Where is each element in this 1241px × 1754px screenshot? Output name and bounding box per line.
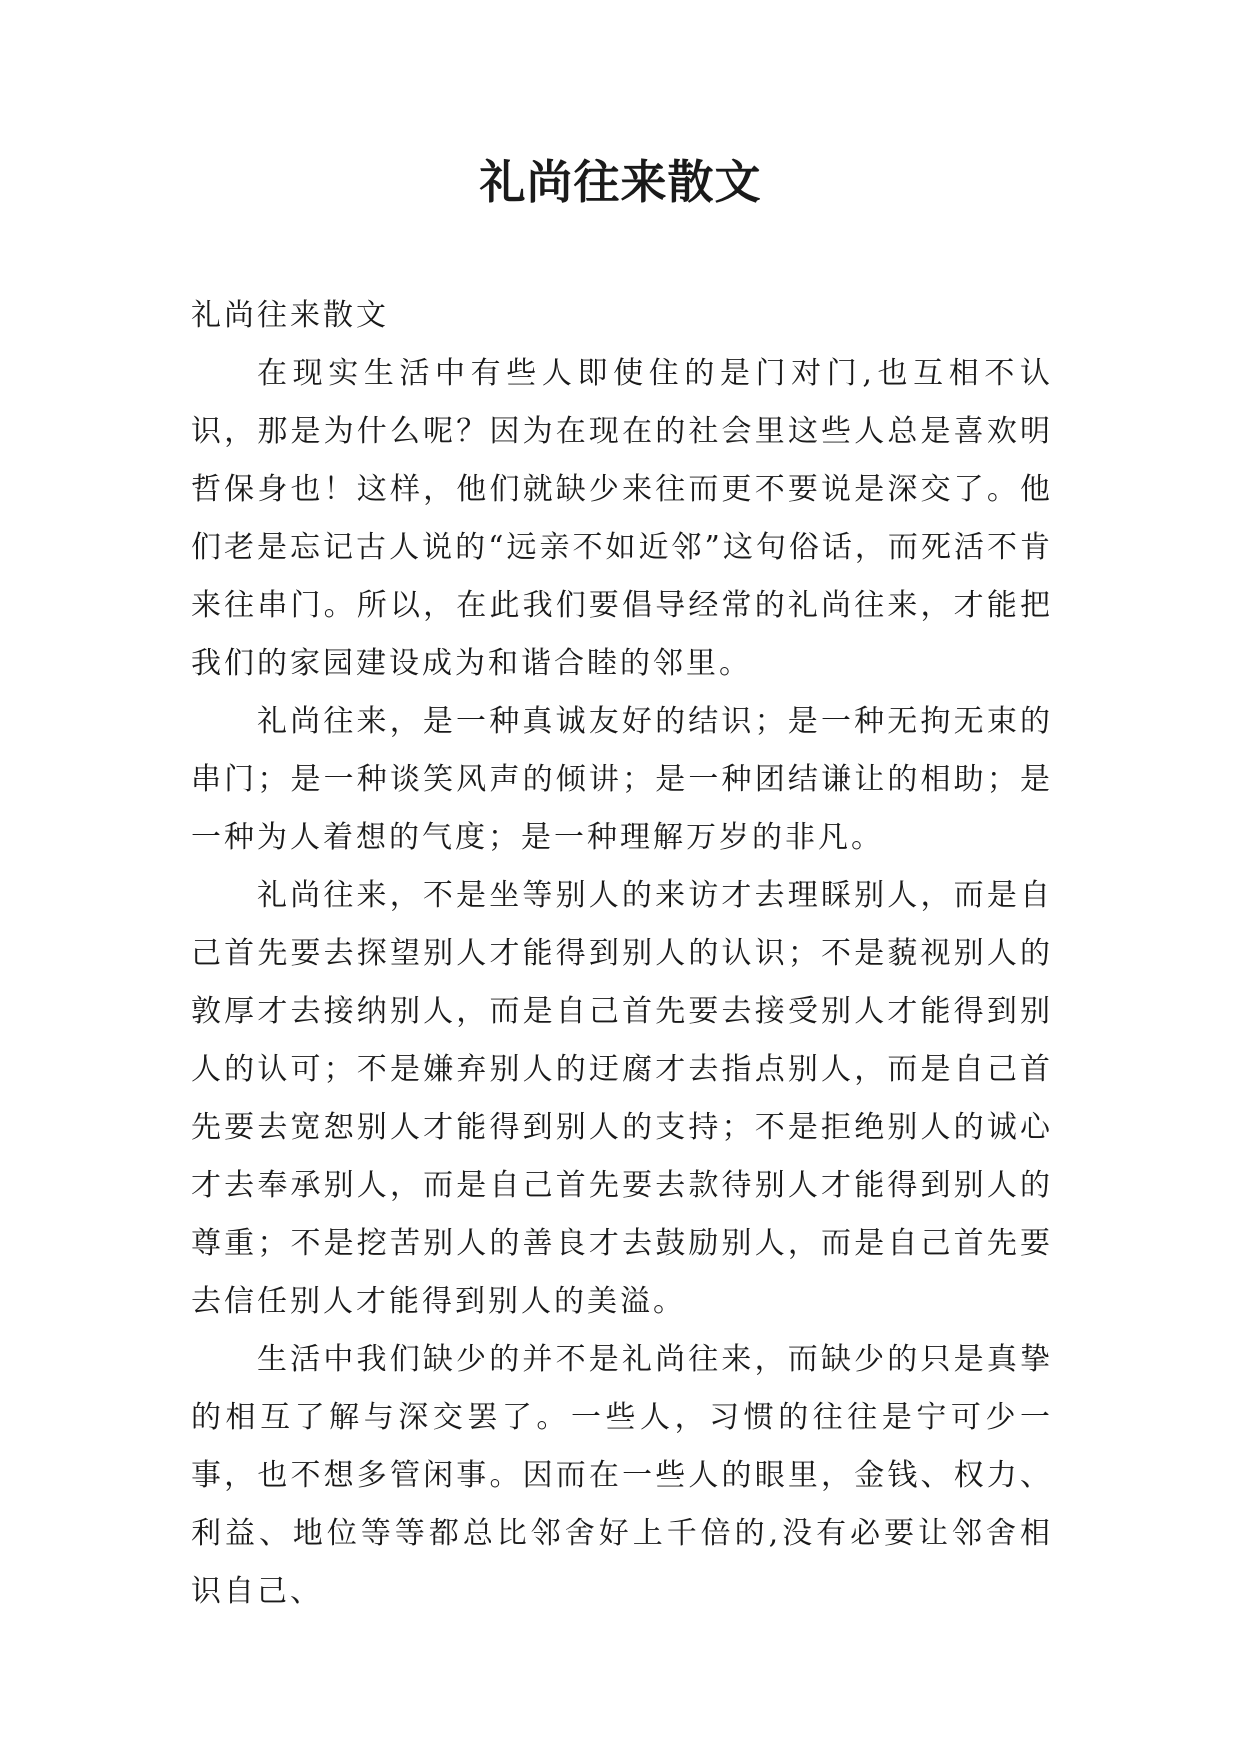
document-subtitle: 礼尚往来散文 <box>191 298 389 333</box>
document-title: 礼尚往来散文 <box>479 155 762 209</box>
paragraph-2: 礼尚往来，是一种真诚友好的结识；是一种无拘无束的串门；是一种谈笑风声的倾讲；是一种团结谦让的相助；是一种为人着想的气度；是一种理解万岁的非凡。 <box>191 704 1053 855</box>
paragraph-4: 生活中我们缺少的并不是礼尚往来，而缺少的只是真挚的相互了解与深交罢了。一些人，习惯的往往是宁可少一事，也不想多管闲事。因而在一些人的眼里，金钱、权力、利益、地位等等都总比邻舍好上千倍的,没有必要让邻舍相识自己、 <box>191 1342 1053 1609</box>
paragraph-3: 礼尚往来，不是坐等别人的来访才去理睬别人，而是自己首先要去探望别人才能得到别人的认识；不是藐视别人的敦厚才去接纳别人，而是自己首先要去接受别人才能得到别人的认可；不是嫌弃别人的迂腐才去指点别人，而是自己首先要去宽恕别人才能得到别人的支持；不是拒绝别人的诚心才去奉承别人，而是自己首先要去款待别人才能得到别人的尊重；不是挖苦别人的善良才去鼓励别人，而是自己首先要去信任别人才能得到别人的美溢。 <box>191 878 1053 1319</box>
document-body <box>191 287 1053 1621</box>
paragraph-1: 在现实生活中有些人即使住的是门对门,也互相不认识，那是为什么呢？因为在现在的社会里这些人总是喜欢明哲保身也！这样，他们就缺少来往而更不要说是深交了。他们老是忘记古人说的“远亲不如近邻”这句俗话，而死活不肯来往串门。所以，在此我们要倡导经常的礼尚往来，才能把我们的家园建设成为和谐合睦的邻里。 <box>191 356 1053 681</box>
